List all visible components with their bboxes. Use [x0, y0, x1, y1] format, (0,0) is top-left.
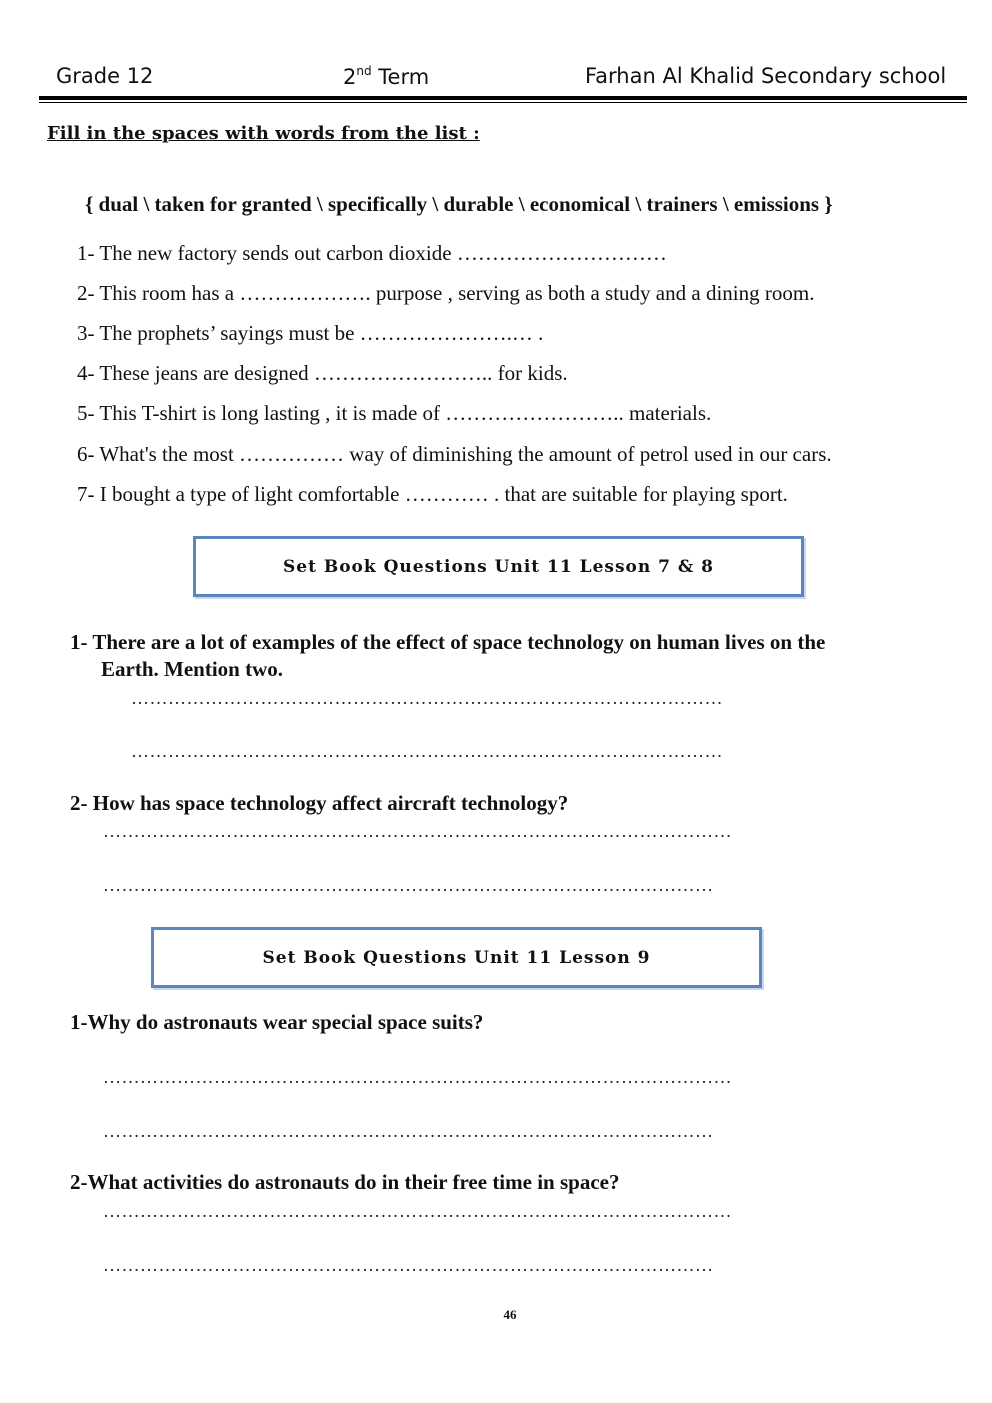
answer-line: …………………………………………………………………………………… — [131, 688, 723, 708]
fill-item-7: 7- I bought a type of light comfortable ………… . that are suitable for playing sport. — [77, 482, 788, 506]
section-1-title: Set Book Questions Unit 11 Lesson 7 & 8 — [282, 556, 715, 577]
answer-line: ………………………………………………………………………………………… — [103, 1201, 732, 1221]
section-1-question-2: 2- How has space technology affect aircraft technology? — [70, 791, 569, 815]
term-number: 2 — [343, 65, 357, 89]
answer-line: ……………………………………………………………………………………… — [103, 1121, 714, 1141]
answer-line: ……………………………………………………………………………………… — [103, 1255, 714, 1275]
header-term — [343, 64, 429, 89]
answer-line: ………………………………………………………………………………………… — [103, 1067, 732, 1087]
fill-item-3: 3- The prophets’ sayings must be ………………….… . — [77, 321, 544, 345]
section-1-question-1-line-2: Earth. Mention two. — [101, 657, 283, 681]
instruction-heading: Fill in the spaces with words from the list : — [47, 123, 480, 144]
header-rule-thick — [39, 96, 967, 100]
answer-line: …………………………………………………………………………………… — [131, 741, 723, 761]
section-1-question-1-line-1: 1- There are a lot of examples of the effect of space technology on human lives on the — [70, 630, 826, 654]
section-2-title-box — [151, 927, 762, 988]
fill-item-4: 4- These jeans are designed …………………….. for kids. — [77, 361, 568, 385]
header-school: Farhan Al Khalid Secondary school — [585, 64, 947, 88]
header-grade: Grade 12 — [56, 64, 154, 88]
fill-item-6: 6- What's the most …………… way of diminishing the amount of petrol used in our cars. — [77, 442, 832, 466]
header-rule-thin — [39, 102, 967, 103]
word-list: { dual \ taken for granted \ specifically \ durable \ economical \ trainers \ emissions } — [85, 192, 833, 216]
fill-item-5: 5- This T-shirt is long lasting , it is made of …………………….. materials. — [77, 401, 712, 425]
section-2-title: Set Book Questions Unit 11 Lesson 9 — [262, 947, 651, 968]
fill-item-2: 2- This room has a ………………. purpose , serving as both a study and a dining room. — [77, 281, 815, 305]
section-1-title-box — [193, 536, 804, 597]
page-number: 46 — [503, 1307, 517, 1322]
section-2-question-1: 1-Why do astronauts wear special space suits? — [70, 1010, 484, 1034]
term-word: Term — [378, 65, 430, 89]
fill-item-1: 1- The new factory sends out carbon dioxide ………………………… — [77, 241, 667, 265]
answer-line: ………………………………………………………………………………………… — [103, 821, 732, 841]
answer-line: ……………………………………………………………………………………… — [103, 875, 714, 895]
section-2-question-2: 2-What activities do astronauts do in their free time in space? — [70, 1170, 620, 1194]
term-suffix: nd — [356, 64, 372, 78]
